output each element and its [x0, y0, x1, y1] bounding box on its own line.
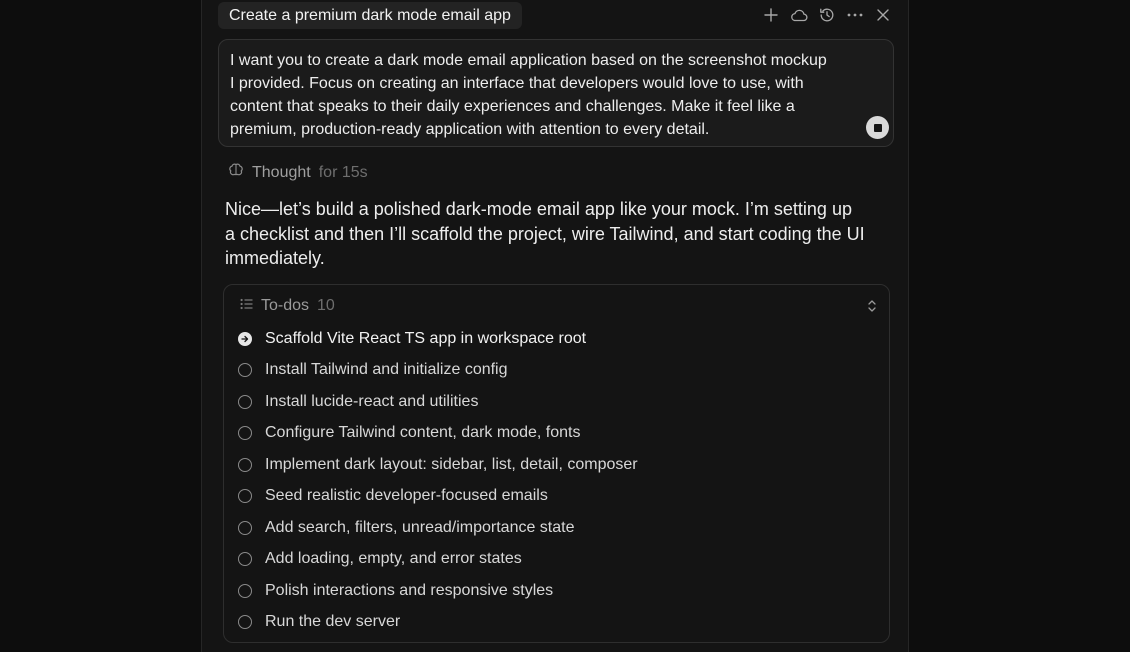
- brain-icon: [228, 163, 244, 182]
- pending-circle-icon: [238, 458, 252, 472]
- plus-icon[interactable]: [762, 5, 780, 25]
- todo-item[interactable]: [238, 607, 638, 639]
- chat-title: Create a premium dark mode email app: [229, 6, 511, 24]
- todos-count: 10: [317, 297, 335, 314]
- thought-toggle[interactable]: [228, 163, 368, 182]
- todo-label: Polish interactions and responsive styles: [265, 581, 554, 599]
- checklist-icon: [240, 297, 253, 315]
- todo-label: Scaffold Vite React TS app in workspace root: [265, 329, 587, 347]
- todo-item[interactable]: [238, 386, 638, 418]
- pending-circle-icon: [238, 426, 252, 440]
- todo-label: Install lucide-react and utilities: [265, 392, 479, 410]
- assistant-reply: Nice—let’s build a polished dark-mode email app like your mock. I’m setting up a checklist and then I’ll scaffold the project, wire Tailwind, and start coding the UI immediately.: [225, 199, 865, 268]
- todo-list: [238, 323, 638, 638]
- cloud-icon[interactable]: [790, 5, 808, 25]
- todo-label: Seed realistic developer-focused emails: [265, 487, 548, 505]
- pending-circle-icon: [238, 521, 252, 535]
- history-icon[interactable]: [818, 5, 836, 25]
- pending-circle-icon: [238, 615, 252, 629]
- pending-circle-icon: [238, 489, 252, 503]
- chat-panel: [201, 0, 909, 652]
- stop-icon: [874, 124, 882, 132]
- todo-item[interactable]: [238, 323, 638, 355]
- todos-header: [240, 297, 335, 315]
- pending-circle-icon: [238, 552, 252, 566]
- header-toolbar: [762, 5, 892, 25]
- todo-item[interactable]: [238, 418, 638, 450]
- user-prompt-box[interactable]: [218, 39, 894, 147]
- expand-collapse-icon[interactable]: [867, 299, 877, 318]
- thought-label: Thought: [252, 163, 311, 181]
- todo-item[interactable]: [238, 544, 638, 576]
- stop-button[interactable]: [866, 116, 889, 139]
- todo-label: Run the dev server: [265, 613, 401, 631]
- todo-item[interactable]: [238, 575, 638, 607]
- close-icon[interactable]: [874, 5, 892, 25]
- todos-panel: [223, 284, 890, 643]
- pending-circle-icon: [238, 584, 252, 598]
- more-icon[interactable]: [846, 5, 864, 25]
- user-prompt-text: I want you to create a dark mode email application based on the screenshot mockup I provided. Focus on creating an interface that developers would love to use, with content that speaks to their daily experiences and challenges. Make it feel like a premium, production-ready application with attention to every detail.: [230, 52, 827, 138]
- todo-label: Implement dark layout: sidebar, list, detail, composer: [265, 455, 638, 473]
- pending-circle-icon: [238, 395, 252, 409]
- todo-label: Configure Tailwind content, dark mode, fonts: [265, 424, 581, 442]
- thought-duration: for 15s: [318, 163, 368, 181]
- todo-label: Add search, filters, unread/importance state: [265, 518, 575, 536]
- todo-item[interactable]: [238, 355, 638, 387]
- todo-label: Install Tailwind and initialize config: [265, 361, 508, 379]
- chat-title-tab[interactable]: [218, 2, 522, 29]
- todo-item[interactable]: [238, 449, 638, 481]
- todos-label: To-dos: [261, 297, 310, 314]
- todo-label: Add loading, empty, and error states: [265, 550, 522, 568]
- todo-item[interactable]: [238, 481, 638, 513]
- todo-item[interactable]: [238, 512, 638, 544]
- pending-circle-icon: [238, 363, 252, 377]
- in-progress-icon: [238, 332, 252, 346]
